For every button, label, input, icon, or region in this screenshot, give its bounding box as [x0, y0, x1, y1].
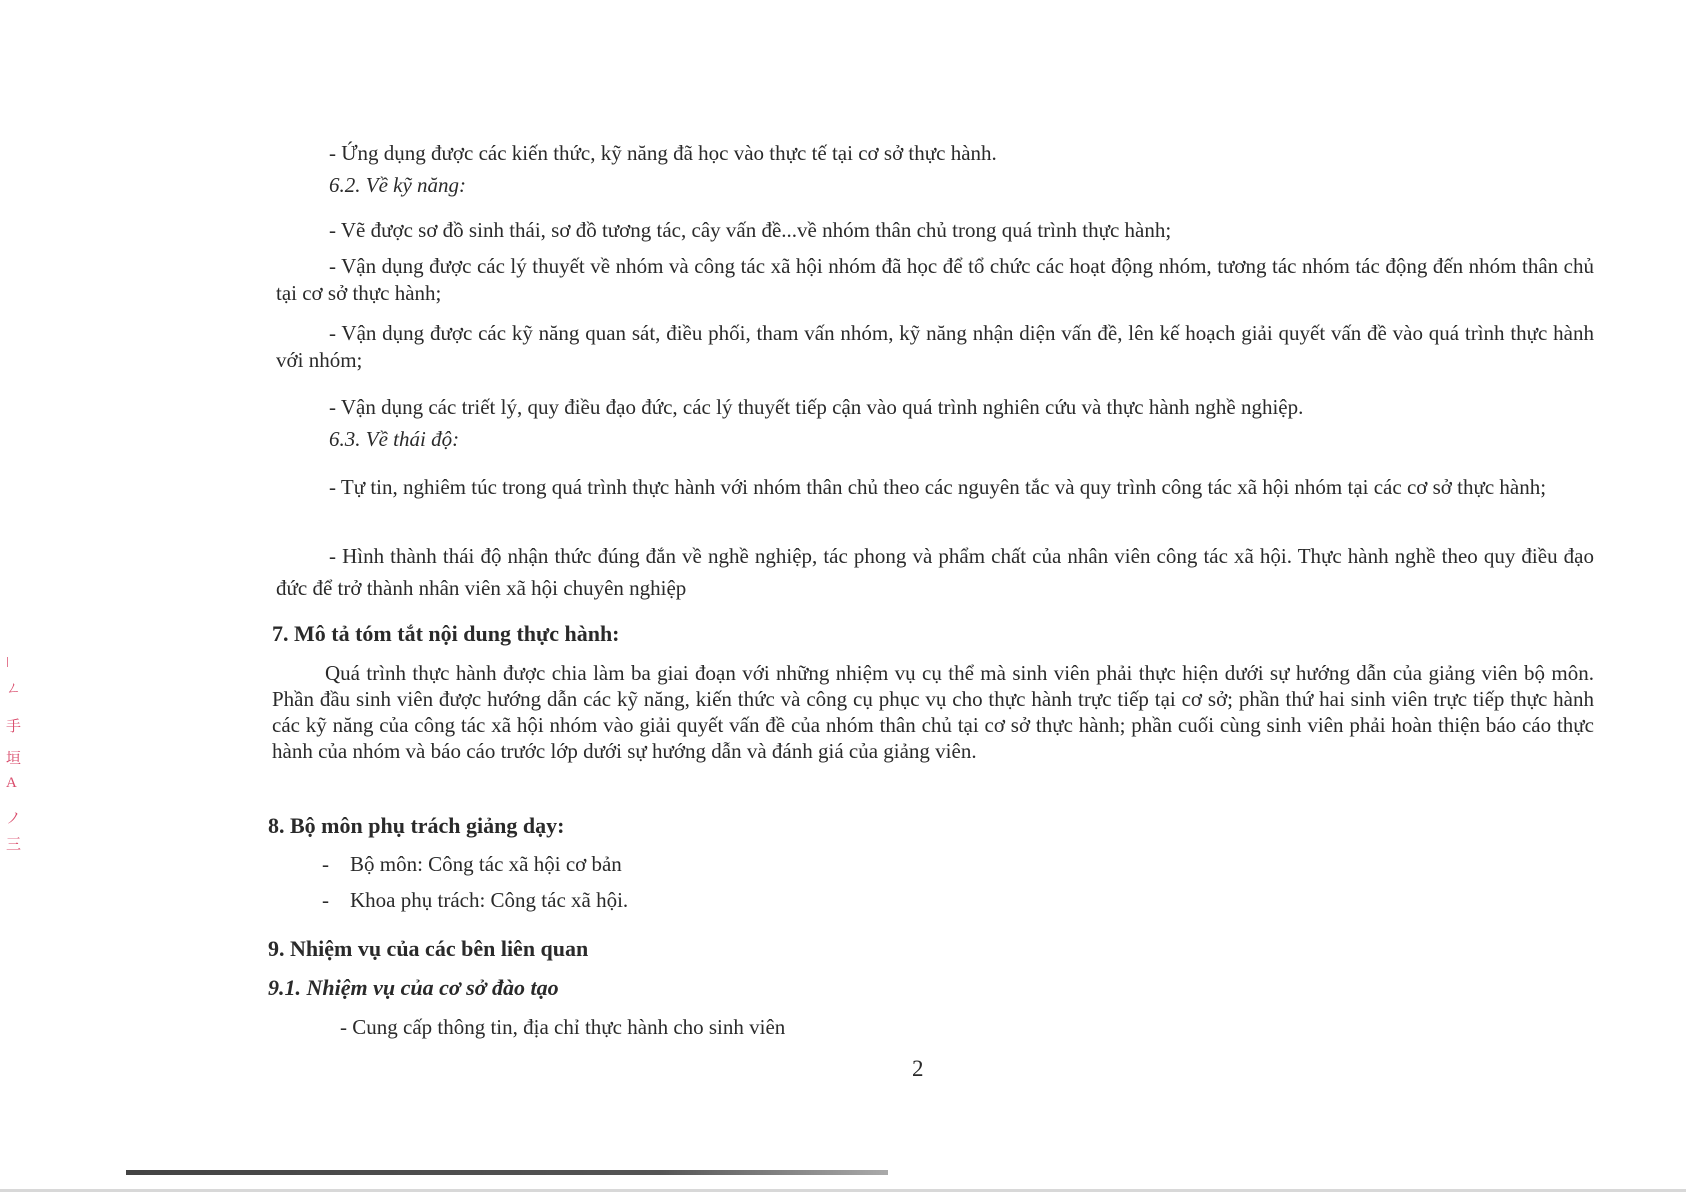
- heading-section-7: 7. Mô tả tóm tắt nội dung thực hành:: [272, 621, 620, 646]
- subheading-9-1: 9.1. Nhiệm vụ của cơ sở đào tạo: [268, 975, 559, 1000]
- margin-mark: 手: [6, 719, 22, 735]
- page-number: 2: [912, 1056, 924, 1081]
- paragraph-professional-attitude: - Hình thành thái độ nhận thức đúng đắn về nghề nghiệp, tác phong và phẩm chất của nhân viên công tác xã hội. Thực hành nghề theo quy điều đạo đức để trở thành nhân viên xã hội chuyên nghiệp: [276, 544, 1594, 600]
- margin-stamp-marks: [6, 655, 24, 855]
- heading-section-9: 9. Nhiệm vụ của các bên liên quan: [268, 936, 589, 961]
- paragraph-apply-skills: - Vận dụng được các kỹ năng quan sát, điều phối, tham vấn nhóm, kỹ năng nhận diện vấn đề, lên kế hoạch giải quyết vấn đề vào quá trình thực hành với nhóm;: [276, 321, 1594, 372]
- list-dash: -: [322, 888, 329, 912]
- paragraph-apply-knowledge: - Ứng dụng được các kiến thức, kỹ năng đã học vào thực tế tại cơ sở thực hành.: [329, 141, 997, 165]
- subheading-6-2-skills: 6.2. Về kỹ năng:: [329, 173, 467, 197]
- paragraph-draw-diagrams: - Vẽ được sơ đồ sinh thái, sơ đồ tương tác, cây vấn đề...về nhóm thân chủ trong quá trình thực hành;: [329, 218, 1172, 242]
- margin-mark: ǀ: [6, 655, 10, 671]
- list-item-text: Bộ môn: Công tác xã hội cơ bản: [350, 852, 622, 876]
- margin-mark: ノ: [6, 811, 22, 827]
- paragraph-apply-group-theory: - Vận dụng được các lý thuyết về nhóm và công tác xã hội nhóm đã học để tổ chức các hoạt động nhóm, tương tác nhóm tác động đến nhóm thân chủ tại cơ sở thực hành;: [276, 254, 1594, 305]
- heading-section-8: 8. Bộ môn phụ trách giảng dạy:: [268, 813, 565, 838]
- subheading-6-3-attitude: 6.3. Về thái độ:: [329, 427, 460, 451]
- margin-mark: A: [6, 775, 17, 791]
- paragraph-apply-philosophy: - Vận dụng các triết lý, quy điều đạo đức, các lý thuyết tiếp cận vào quá trình nghiên cứu và thực hành nghề nghiệp.: [329, 395, 1304, 419]
- paragraph-confidence: - Tự tin, nghiêm túc trong quá trình thực hành với nhóm thân chủ theo các nguyên tắc và quy trình công tác xã hội nhóm tại các cơ sở thực hành;: [329, 475, 1547, 499]
- paragraph-practice-summary: Quá trình thực hành được chia làm ba giai đoạn với những nhiệm vụ cụ thể mà sinh viên phải thực hiện dưới sự hướng dẫn của giảng viên bộ môn. Phần đầu sinh viên được hướng dẫn các kỹ năng, kiến thức và công cụ phục vụ cho thực hành trực tiếp tại cơ sở; phần thứ hai sinh viên trực tiếp thực hành các kỹ năng của công tác xã hội nhóm vào giải quyết vấn đề của nhóm thân chủ tại cơ sở thực hành; phần cuối cùng sinh viên phải hoàn thiện báo cáo thực hành của nhóm và báo cáo trước lớp dưới sự hướng dẫn và đánh giá của giảng viên.: [272, 661, 1594, 763]
- margin-mark: ㄥ: [6, 681, 22, 697]
- margin-mark: 三: [6, 837, 22, 853]
- paragraph-provide-info: - Cung cấp thông tin, địa chỉ thực hành cho sinh viên: [340, 1015, 786, 1039]
- list-dash: -: [322, 852, 329, 876]
- margin-mark: 垣: [6, 751, 22, 767]
- list-item-text: Khoa phụ trách: Công tác xã hội.: [350, 888, 629, 912]
- bottom-rule-line: [126, 1170, 888, 1175]
